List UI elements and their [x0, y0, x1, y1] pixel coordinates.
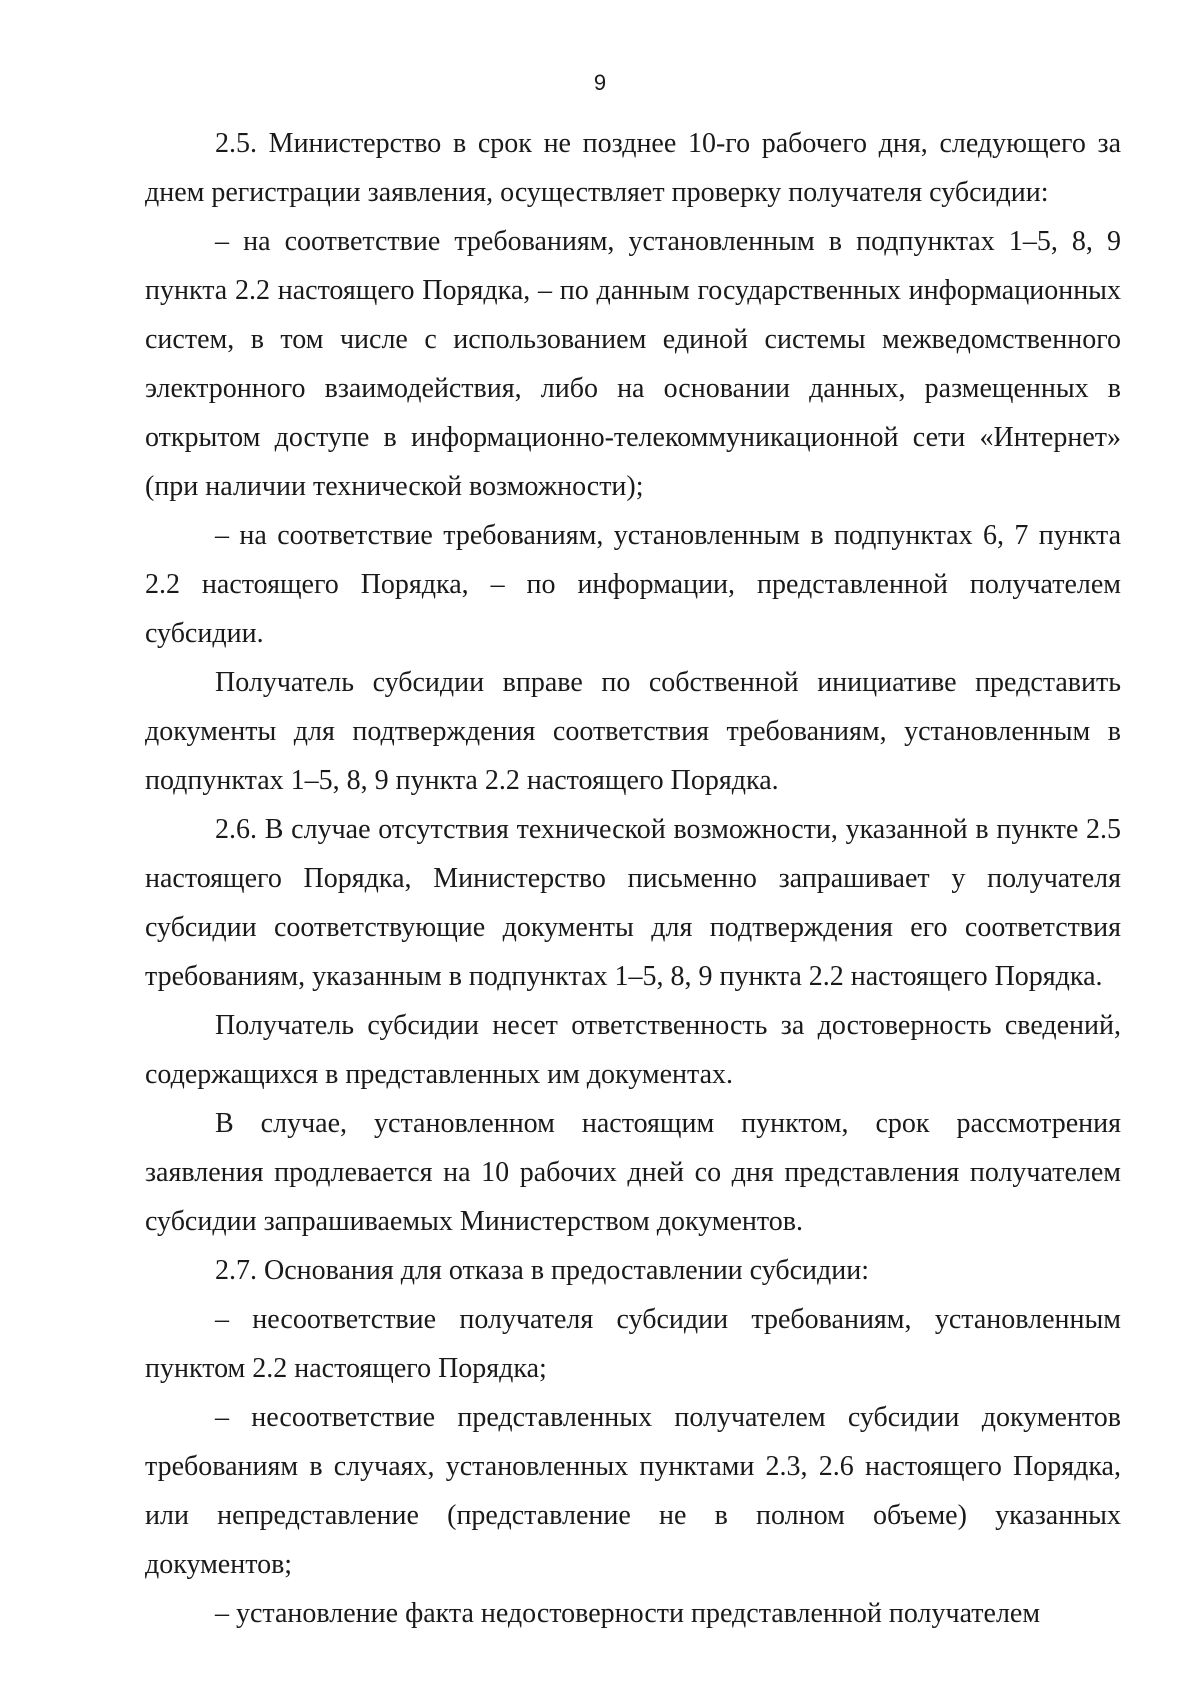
paragraph-check-gis: – на соответствие требованиям, установленным в подпунктах 1–5, 8, 9 пункта 2.2 настоящего Порядка, – по данным государственных информационных систем, в том числе с использованием единой системы межведомственного электронного взаимодействия, либо на основании данных, размещенных в открытом доступе в информационно-телекоммуникационной сети «Интернет» (при наличии технической возможности);	[145, 226, 1121, 502]
paragraph-2-6: 2.6. В случае отсутствия технической возможности, указанной в пункте 2.5 настоящего Порядка, Министерство письменно запрашивает у получателя субсидии соответствующие документы для подтверждения его соответствия требованиям, указанным в подпунктах 1–5, 8, 9 пункта 2.2 настоящего Порядка.	[145, 814, 1121, 992]
page-number: 9	[593, 70, 607, 95]
paragraph-extension: В случае, установленном настоящим пунктом, срок рассмотрения заявления продлевается на 10 рабочих дней со дня представления получателем субсидии запрашиваемых Министерством документов.	[145, 1108, 1121, 1237]
paragraph-check-info: – на соответствие требованиям, установленным в подпунктах 6, 7 пункта 2.2 настоящего Порядка, – по информации, представленной получателем субсидии.	[145, 520, 1121, 649]
paragraph-2-7: 2.7. Основания для отказа в предоставлении субсидии:	[215, 1255, 870, 1286]
paragraph-refusal-1: – несоответствие получателя субсидии требованиям, установленным пунктом 2.2 настоящего Порядка;	[145, 1304, 1121, 1384]
paragraph-refusal-3: – установление факта недостоверности представленной получателем	[215, 1598, 1041, 1629]
document-body	[145, 119, 1121, 1638]
paragraph-initiative: Получатель субсидии вправе по собственной инициативе представить документы для подтверждения соответствия требованиям, установленным в подпунктах 1–5, 8, 9 пункта 2.2 настоящего Порядка.	[145, 667, 1121, 796]
paragraph-responsibility: Получатель субсидии несет ответственность за достоверность сведений, содержащихся в представленных им документах.	[145, 1010, 1121, 1090]
paragraph-2-5: 2.5. Министерство в срок не позднее 10-го рабочего дня, следующего за днем регистрации заявления, осуществляет проверку получателя субсидии:	[145, 128, 1121, 208]
paragraph-refusal-2: – несоответствие представленных получателем субсидии документов требованиям в случаях, установленных пунктами 2.3, 2.6 настоящего Порядка, или непредставление (представление не в полном объеме) указанных документов;	[145, 1402, 1121, 1580]
